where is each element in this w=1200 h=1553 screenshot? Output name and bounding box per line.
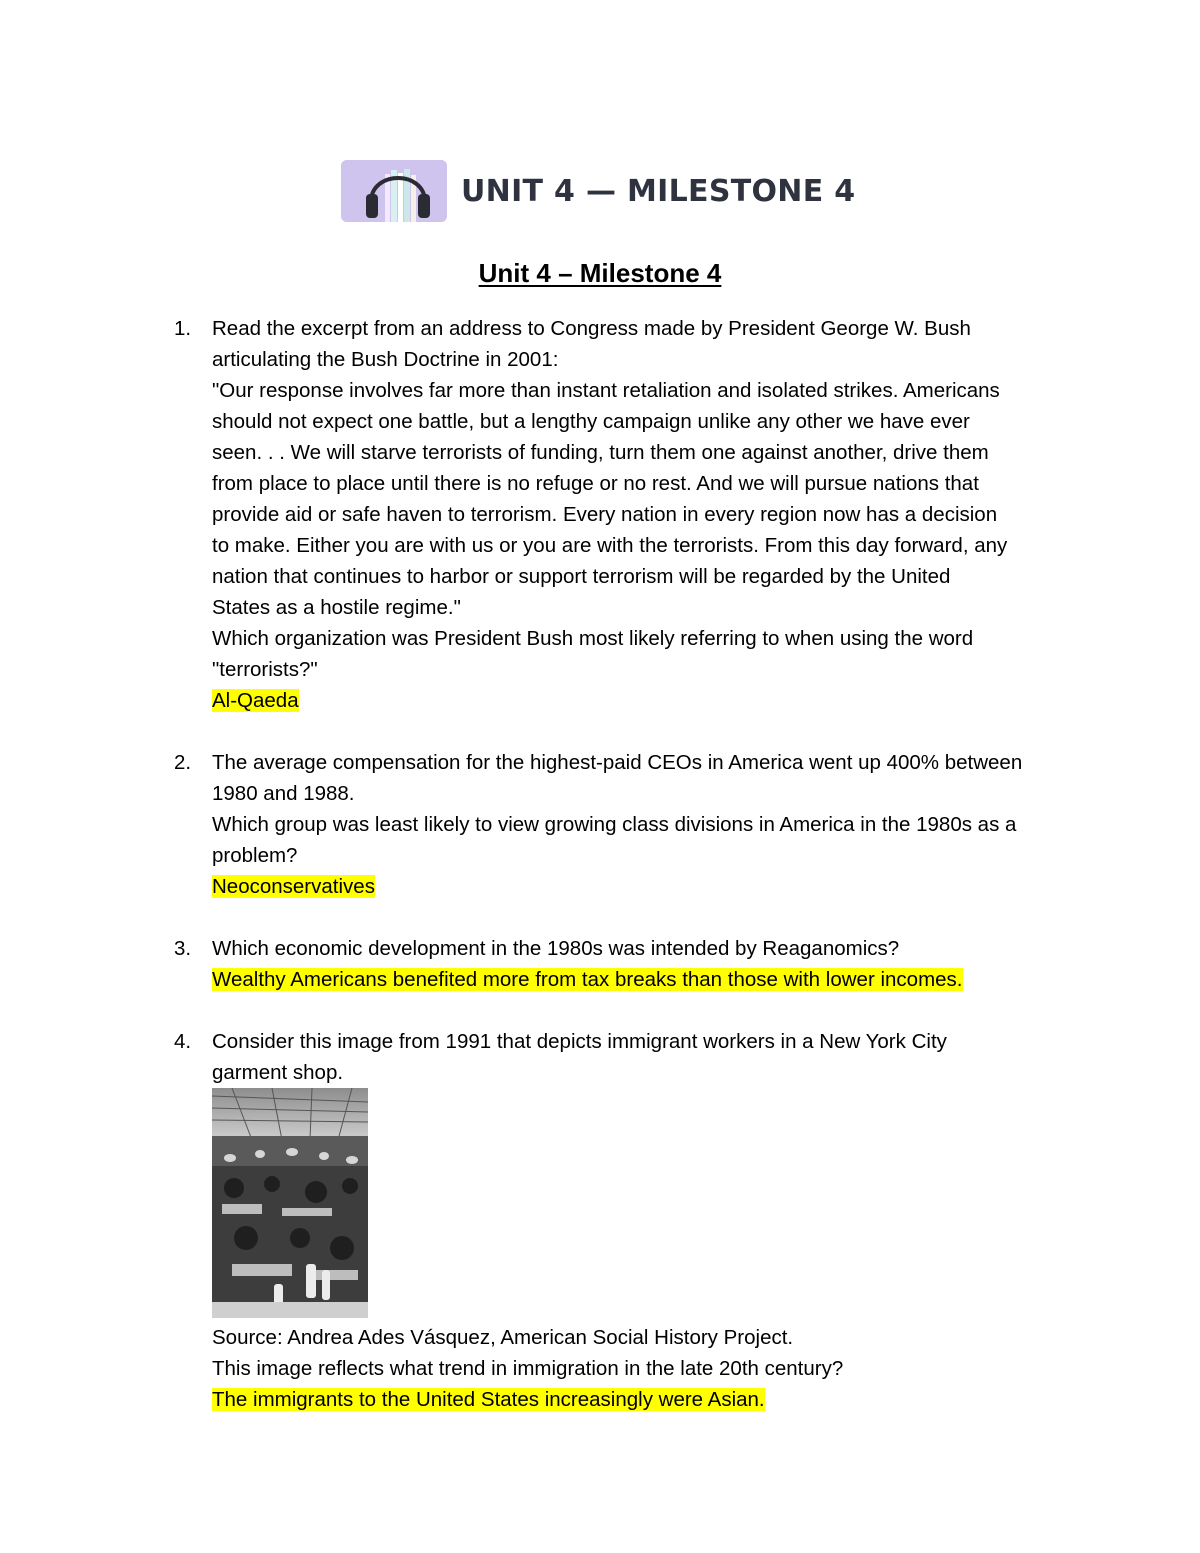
question-text-line: Which economic development in the 1980s was intended by Reaganomics? [212,937,900,960]
banner-title: UNIT 4 — MILESTONE 4 [461,173,856,209]
question-text-line: 1980 and 1988. [212,782,355,805]
answer-highlight: The immigrants to the United States increasingly were Asian. [212,1388,765,1411]
question-number: 4. [174,1030,192,1053]
unit-banner [341,160,855,222]
question-number: 2. [174,751,192,774]
question-text-line: Source: Andrea Ades Vásquez, American Social History Project. [212,1326,794,1349]
question-number: 3. [174,937,192,960]
question-list [174,313,1074,1446]
question-text-line: garment shop. [212,1061,344,1084]
question-text-line: Which group was least likely to view growing class divisions in America in the 1980s as a [212,813,1017,836]
question-text-line: The average compensation for the highest-paid CEOs in America went up 400% between [212,751,1023,774]
question-text-line: articulating the Bush Doctrine in 2001: [212,348,559,371]
document-title: Unit 4 – Milestone 4 [478,258,722,288]
question-text-line: problem? [212,844,298,867]
question-number: 1. [174,317,192,340]
question-text-line: nation that continues to harbor or support terrorism will be regarded by the United [212,565,951,588]
question-text-line: Which organization was President Bush most likely referring to when using the word [212,627,974,650]
question-text-line: "Our response involves far more than instant retaliation and isolated strikes. Americans [212,379,1000,402]
question-2 [174,747,1074,902]
answer-highlight: Al-Qaeda [212,689,299,712]
question-3 [174,933,1074,995]
question-text-line: Read the excerpt from an address to Congress made by President George W. Bush [212,317,971,340]
headphones-books-icon [341,160,447,222]
question-text-line: provide aid or safe haven to terrorism. Every nation in every region now has a decision [212,503,998,526]
question-text-line: seen. . . We will starve terrorists of funding, turn them one against another, drive them [212,441,989,464]
question-text-line: from place to place until there is no refuge or no rest. And we will pursue nations that [212,472,979,495]
question-1 [174,313,1074,716]
answer-highlight: Neoconservatives [212,875,375,898]
question-text-line: "terrorists?" [212,658,318,681]
question-text-line: States as a hostile regime." [212,596,461,619]
question-text-line: Consider this image from 1991 that depicts immigrant workers in a New York City [212,1030,947,1053]
answer-highlight: Wealthy Americans benefited more from tax breaks than those with lower incomes. [212,968,963,991]
question-text-line: This image reflects what trend in immigration in the late 20th century? [212,1357,844,1380]
garment-shop-photo [212,1088,368,1318]
question-4 [174,1026,1074,1415]
question-text-line: to make. Either you are with us or you are with the terrorists. From this day forward, any [212,534,1008,557]
question-text-line: should not expect one battle, but a lengthy campaign unlike any other we have ever [212,410,970,433]
